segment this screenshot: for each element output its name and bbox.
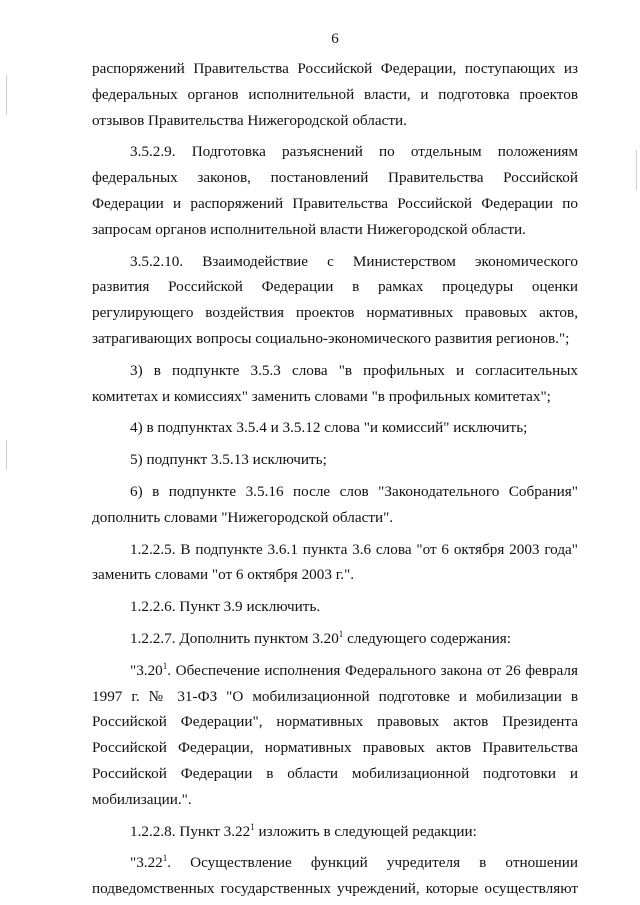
paragraph: [92, 56, 578, 133]
text-run: следующего содержания:: [343, 629, 511, 647]
paragraph: [92, 249, 578, 352]
paragraph: [92, 626, 578, 652]
paragraph: [92, 594, 578, 620]
text-run: 3.5.2.9. Подготовка разъяснений по отдельным положениям федеральных законов, постановлений Правительства Российской Федерации и распоряжений Правительства Российской Федерации по запросам органов исполнительной власти Нижегородской области.: [92, 143, 578, 238]
text-run: . Обеспечение исполнения Федерального закона от 26 февраля 1997 г. № 31-ФЗ "О мобилизационной подготовке и мобилизации в Российской Федерации", нормативных правовых актов Президента Российской Федерации, нормативных правовых актов Правительства Российской Федерации в области мобилизационной подготовки и мобилизации.".: [92, 661, 578, 808]
paragraph: [92, 139, 578, 242]
text-run: 4) в подпунктах 3.5.4 и 3.5.12 слова "и комиссий" исключить;: [130, 419, 528, 437]
text-run: . Осуществление функций учредителя в отношении подведомственных государственных учреждений, которые осуществляют: [92, 854, 578, 898]
text-run: изложить в следующей редакции:: [254, 822, 477, 840]
text-run: 1.2.2.5. В подпункте 3.6.1 пункта 3.6 слова "от 6 октября 2003 года" заменить словами "от 6 октября 2003 г.".: [92, 540, 578, 584]
text-run: 3.5.2.10. Взаимодействие с Министерством экономического развития Российской Федерации в рамках процедуры оценки регулирующего воздействия проектов нормативных правовых актов, затрагивающих вопросы социально-экономического развития регионов.";: [92, 252, 578, 347]
paragraph: [92, 479, 578, 531]
text-run: 1.2.2.7. Дополнить пунктом 3.20: [130, 629, 339, 647]
text-run: 5) подпункт 3.5.13 исключить;: [130, 451, 327, 469]
scan-margin-mark: [6, 440, 7, 470]
paragraph: [92, 415, 578, 441]
text-run: "3.20: [130, 661, 163, 679]
text-run: "3.22: [130, 854, 163, 872]
paragraph: [92, 658, 578, 813]
scan-margin-mark: [636, 150, 637, 190]
superscript: 1: [250, 821, 255, 832]
text-run: распоряжений Правительства Российской Федерации, поступающих из федеральных органов исполнительной власти, и подготовка проектов отзывов Правительства Нижегородской области.: [92, 60, 578, 129]
paragraph: [92, 447, 578, 473]
text-run: 1.2.2.8. Пункт 3.22: [130, 822, 251, 840]
paragraph: [92, 850, 578, 902]
paragraph: [92, 358, 578, 410]
text-run: 1.2.2.6. Пункт 3.9 исключить.: [130, 598, 321, 616]
page-number: 6: [331, 31, 339, 47]
scan-margin-mark: [6, 75, 7, 115]
text-run: 6) в подпункте 3.5.16 после слов "Законодательного Собрания" дополнить словами "Нижегородской области".: [92, 482, 578, 526]
paragraph: [92, 537, 578, 589]
text-run: 3) в подпункте 3.5.3 слова "в профильных и согласительных комитетах и комиссиях" заменить словами "в профильных комитетах";: [92, 361, 578, 405]
superscript: 1: [162, 853, 168, 864]
superscript: 1: [162, 660, 168, 671]
document-body: [92, 56, 578, 902]
paragraph: [92, 819, 578, 845]
superscript: 1: [338, 628, 344, 639]
